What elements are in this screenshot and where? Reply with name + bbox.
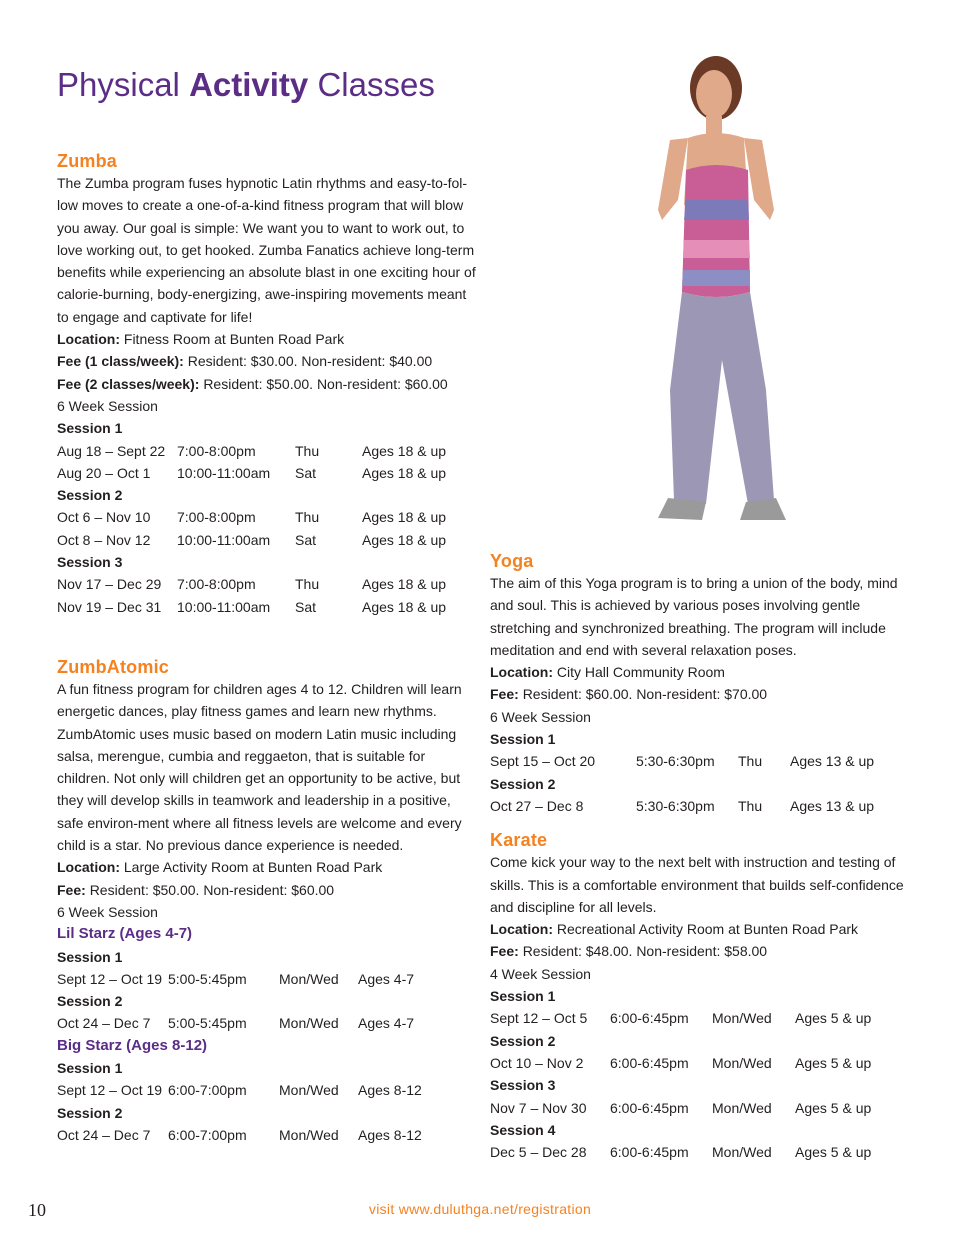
- schedule-row: [490, 1007, 910, 1029]
- session-ages: Ages 4-7: [358, 970, 415, 987]
- zumbatomic-fee: Fee: Resident: $50.00. Non-resident: $60.00: [57, 881, 335, 898]
- session-ages: Ages 13 & up: [790, 797, 875, 814]
- session-label: Session 3: [490, 1077, 556, 1094]
- schedule-row: [57, 1012, 477, 1034]
- karate-section: [490, 829, 910, 1163]
- session-ages: Ages 4-7: [358, 1015, 415, 1032]
- session-dates: Sept 12 – Oct 5: [490, 1010, 588, 1027]
- session-dates: Nov 7 – Nov 30: [490, 1099, 587, 1116]
- session-time: 6:00-6:45pm: [610, 1144, 689, 1161]
- session-ages: Ages 8-12: [358, 1126, 422, 1143]
- session-time: 6:00-7:00pm: [168, 1082, 247, 1099]
- karate-schedule: [490, 985, 910, 1163]
- session-days: Mon/Wed: [279, 1082, 339, 1099]
- yoga-description: The aim of this Yoga program is to bring a union of the body, mind and soul. This is achieved by various poses involving gentle stretching and synchronized breathing. The program will include meditation and end with several relaxation poses.: [490, 575, 898, 658]
- session-days: Thu: [738, 753, 763, 770]
- schedule-row: [490, 750, 910, 772]
- schedule-row: [57, 573, 477, 595]
- session-label: Session 2: [490, 775, 556, 792]
- zumba-title: Zumba: [57, 151, 118, 171]
- yoga-schedule: [490, 728, 910, 817]
- session-days: Mon/Wed: [712, 1099, 772, 1116]
- session-days: Thu: [295, 509, 320, 526]
- session-days: Mon/Wed: [279, 1015, 339, 1032]
- session-days: Sat: [295, 531, 317, 548]
- session-dates: Oct 8 – Nov 12: [57, 531, 151, 548]
- zumba-location: Location: Fitness Room at Bunten Road Park: [57, 331, 345, 348]
- left-column: [57, 150, 477, 1146]
- session-label: Session 1: [57, 948, 123, 965]
- schedule-row: [57, 529, 477, 551]
- yoga-weeks: 6 Week Session: [490, 708, 591, 725]
- session-ages: Ages 5 & up: [795, 1144, 872, 1161]
- zumba-fee-2: Fee (2 classes/week): Resident: $50.00. Non-resident: $60.00: [57, 375, 448, 392]
- age-group-title: Big Starz (Ages 8-12): [57, 1036, 208, 1054]
- session-time: 6:00-7:00pm: [168, 1126, 247, 1143]
- session-time: 7:00-8:00pm: [177, 509, 256, 526]
- session-time: 7:00-8:00pm: [177, 576, 256, 593]
- session-dates: Dec 5 – Dec 28: [490, 1144, 587, 1161]
- session-label: Session 3: [57, 554, 123, 571]
- karate-location: Location: Recreational Activity Room at Bunten Road Park: [490, 921, 859, 938]
- karate-weeks: 4 Week Session: [490, 965, 591, 982]
- karate-title: Karate: [490, 830, 548, 851]
- zumba-description: The Zumba program fuses hypnotic Latin rhythms and easy-to-fol-low moves to create a one-of-a-kind fitness program that will blow you away. Our goal is simple: We want you to want to work out, to love working out, to get hooked. Zumba Fanatics achieve long-term benefits while experiencing an absolute blast in one exciting hour of calorie-burning, body-energizing, awe-inspiring movements meant to engage and captivate for life!: [57, 175, 476, 325]
- session-days: Thu: [738, 797, 763, 814]
- session-ages: Ages 18 & up: [362, 464, 447, 481]
- zumbatomic-weeks: 6 Week Session: [57, 903, 158, 920]
- session-days: Thu: [295, 442, 320, 459]
- session-ages: Ages 5 & up: [795, 1054, 872, 1071]
- schedule-row: [57, 596, 477, 618]
- session-time: 10:00-11:00am: [177, 598, 271, 615]
- karate-fee: Fee: Resident: $48.00. Non-resident: $58.00: [490, 943, 768, 960]
- session-label: Session 2: [57, 487, 123, 504]
- zumbatomic-section: [57, 656, 477, 1146]
- session-ages: Ages 13 & up: [790, 753, 875, 770]
- session-ages: Ages 18 & up: [362, 531, 447, 548]
- session-dates: Oct 24 – Dec 7: [57, 1126, 151, 1143]
- page-number: 10: [28, 1200, 46, 1220]
- session-dates: Nov 17 – Dec 29: [57, 576, 162, 593]
- zumba-schedule: [57, 417, 477, 618]
- session-time: 5:00-5:45pm: [168, 1015, 247, 1032]
- session-days: Mon/Wed: [712, 1054, 772, 1071]
- session-dates: Sept 12 – Oct 19: [57, 1082, 163, 1099]
- schedule-row: [57, 506, 477, 528]
- session-ages: Ages 18 & up: [362, 509, 447, 526]
- session-ages: Ages 18 & up: [362, 576, 447, 593]
- zumba-fee-1: Fee (1 class/week): Resident: $30.00. Non-resident: $40.00: [57, 353, 433, 370]
- age-group-title: Lil Starz (Ages 4-7): [57, 925, 193, 943]
- session-days: Mon/Wed: [712, 1010, 772, 1027]
- session-time: 5:30-6:30pm: [636, 753, 715, 770]
- schedule-row: [57, 1079, 477, 1101]
- session-time: 6:00-6:45pm: [610, 1099, 689, 1116]
- session-time: 7:00-8:00pm: [177, 442, 256, 459]
- yoga-location: Location: City Hall Community Room: [490, 664, 725, 681]
- session-dates: Oct 24 – Dec 7: [57, 1015, 151, 1032]
- session-days: Sat: [295, 598, 317, 615]
- title-word-2: Activity: [189, 66, 309, 103]
- karate-description: Come kick your way to the next belt with instruction and testing of skills. This is a comfortable environment that builds self-confidence and discipline for all levels.: [490, 854, 904, 915]
- zumbatomic-schedule: [57, 923, 477, 1146]
- session-label: Session 1: [57, 1059, 123, 1076]
- session-dates: Oct 6 – Nov 10: [57, 509, 151, 526]
- session-dates: Sept 12 – Oct 19: [57, 970, 163, 987]
- session-ages: Ages 18 & up: [362, 598, 447, 615]
- session-time: 6:00-6:45pm: [610, 1010, 689, 1027]
- zumbatomic-title: ZumbAtomic: [57, 656, 169, 677]
- session-label: Session 1: [490, 988, 556, 1005]
- zumba-section: [57, 150, 477, 618]
- schedule-row: [490, 1141, 910, 1163]
- session-ages: Ages 5 & up: [795, 1010, 872, 1027]
- session-time: 5:00-5:45pm: [168, 970, 247, 987]
- title-word-1: Physical: [57, 66, 180, 103]
- session-label: Session 2: [490, 1032, 556, 1049]
- session-label: Session 1: [57, 420, 123, 437]
- right-column: [490, 550, 910, 1163]
- session-ages: Ages 5 & up: [795, 1099, 872, 1116]
- session-days: Thu: [295, 576, 320, 593]
- session-ages: Ages 18 & up: [362, 442, 447, 459]
- zumba-weeks: 6 Week Session: [57, 397, 158, 414]
- session-days: Sat: [295, 464, 317, 481]
- session-days: Mon/Wed: [279, 1126, 339, 1143]
- session-days: Mon/Wed: [279, 970, 339, 987]
- session-label: Session 2: [57, 1104, 123, 1121]
- session-label: Session 2: [57, 993, 123, 1010]
- session-time: 5:30-6:30pm: [636, 797, 715, 814]
- session-dates: Aug 18 – Sept 22: [57, 442, 166, 459]
- session-time: 10:00-11:00am: [177, 464, 271, 481]
- session-dates: Nov 19 – Dec 31: [57, 598, 162, 615]
- yoga-title: Yoga: [490, 551, 534, 571]
- schedule-row: [490, 1097, 910, 1119]
- session-dates: Oct 27 – Dec 8: [490, 797, 584, 814]
- session-dates: Oct 10 – Nov 2: [490, 1054, 584, 1071]
- session-ages: Ages 8-12: [358, 1082, 422, 1099]
- session-dates: Aug 20 – Oct 1: [57, 464, 151, 481]
- woman-photo: [598, 30, 838, 530]
- schedule-row: [490, 795, 910, 817]
- session-time: 6:00-6:45pm: [610, 1054, 689, 1071]
- registration-link[interactable]: visit www.duluthga.net/registration: [368, 1201, 592, 1217]
- schedule-row: [57, 462, 477, 484]
- session-label: Session 1: [490, 731, 556, 748]
- session-label: Session 4: [490, 1121, 556, 1138]
- zumbatomic-location: Location: Large Activity Room at Bunten Road Park: [57, 859, 383, 876]
- yoga-section: [490, 550, 910, 817]
- schedule-row: [490, 1052, 910, 1074]
- title-word-3: Classes: [317, 66, 435, 103]
- schedule-row: [57, 1124, 477, 1146]
- schedule-row: [57, 440, 477, 462]
- zumbatomic-description: A fun fitness program for children ages 4 to 12. Children will learn energetic dances, play fitness games and learn new rhythms. ZumbAtomic uses music based on modern Latin music including salsa, merengue, cumbia and reggaeton, that is suitable for children. Not only will children get an opportunity to be active, but they will develop skills in teamwork and leadership in a positive, safe environ-ment where all fitness levels are welcome and every child is a star. No previous dance experience is needed.: [57, 680, 462, 854]
- yoga-fee: Fee: Resident: $60.00. Non-resident: $70.00: [490, 686, 768, 703]
- session-time: 10:00-11:00am: [177, 531, 271, 548]
- session-dates: Sept 15 – Oct 20: [490, 753, 596, 770]
- schedule-row: [57, 968, 477, 990]
- page-title: [57, 66, 435, 104]
- session-days: Mon/Wed: [712, 1144, 772, 1161]
